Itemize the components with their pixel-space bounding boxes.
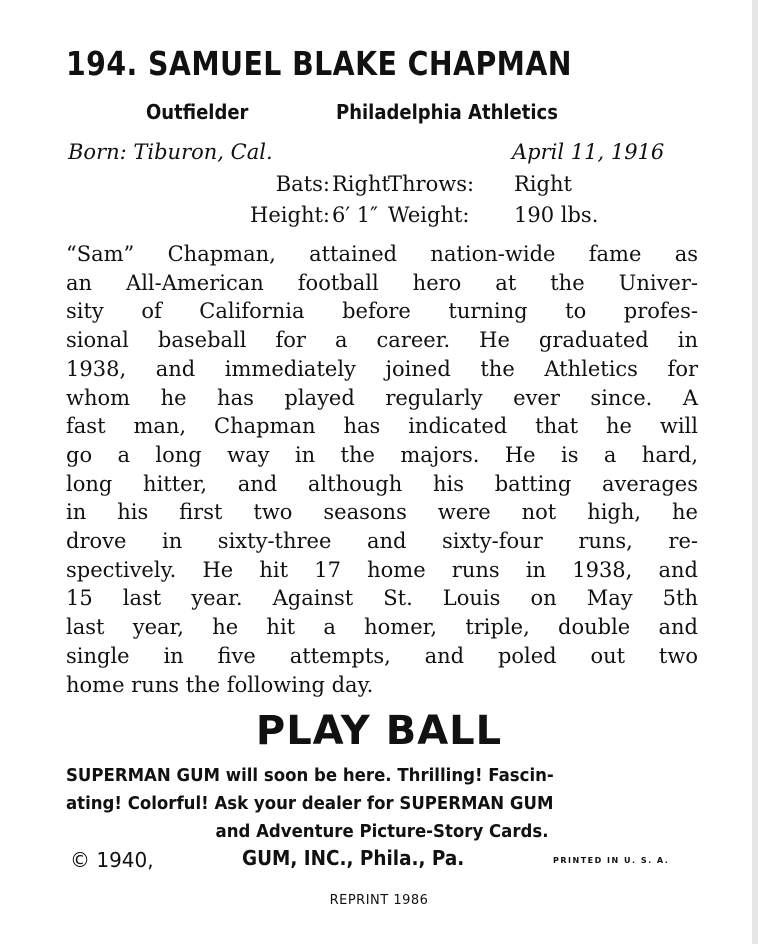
reprint-note: REPRINT 1986 [329,893,429,908]
bio-line: whom he has played regularly ever since. A [66,385,698,410]
bio-line: single in five attempts, and poled out two [66,643,698,668]
promo-line: ating! Colorful! Ask your dealer for SUPERMAN GUM [66,793,554,814]
bio-line: “Sam” Chapman, attained nation-wide fame as [66,242,698,266]
promo-line: SUPERMAN GUM will soon be here. Thrilling! Fascin- [66,765,554,786]
bio-line: long hitter, and although his batting averages [66,471,698,496]
player-team: Philadelphia Athletics [336,100,558,124]
throws-label: Throws: [388,172,475,196]
copyright: © 1940, [70,848,154,872]
throws-value: Right [514,172,572,196]
bats-value: Right [332,172,390,196]
birthplace: Born: Tiburon, Cal. [68,140,273,164]
printed-in-usa: PRINTED IN U. S. A. [553,856,670,865]
player-position: Outfielder [146,100,249,124]
player-title: 194. SAMUEL BLAKE CHAPMAN [66,44,572,83]
bio-line: sional baseball for a career. He graduated in [66,328,698,353]
bio-line: fast man, Chapman has indicated that he will [66,414,698,439]
height-value: 6′ 1″ [332,203,379,227]
bio-line: go a long way in the majors. He is a hard, [66,442,698,467]
promo-text [66,762,647,846]
play-ball-heading: PLAY BALL [255,708,503,754]
publisher: GUM, INC., Phila., Pa. [242,846,465,870]
biography [66,240,698,699]
birth-date: April 11, 1916 [512,140,665,164]
promo-line: and Adventure Picture-Story Cards. [215,821,549,842]
bio-line: last year, he hit a homer, triple, double and [66,615,698,640]
bio-line: sity of California before turning to profes- [66,299,698,324]
weight-value: 190 lbs. [514,203,599,227]
weight-label: Weight: [388,203,470,227]
height-label: Height: [250,203,330,227]
bio-line: drove in sixty-three and sixty-four runs, re- [66,529,698,554]
bats-label: Bats: [275,172,330,196]
bio-line: 15 last year. Against St. Louis on May 5th [66,586,698,611]
card-edge [752,0,758,944]
bio-line: an All-American football hero at the Univer- [66,270,698,295]
bio-line: in his first two seasons were not high, he [66,500,698,525]
bio-line: 1938, and immediately joined the Athletics for [66,356,698,381]
bio-line: home runs the following day. [66,672,374,697]
bio-line: spectively. He hit 17 home runs in 1938, and [66,557,698,582]
